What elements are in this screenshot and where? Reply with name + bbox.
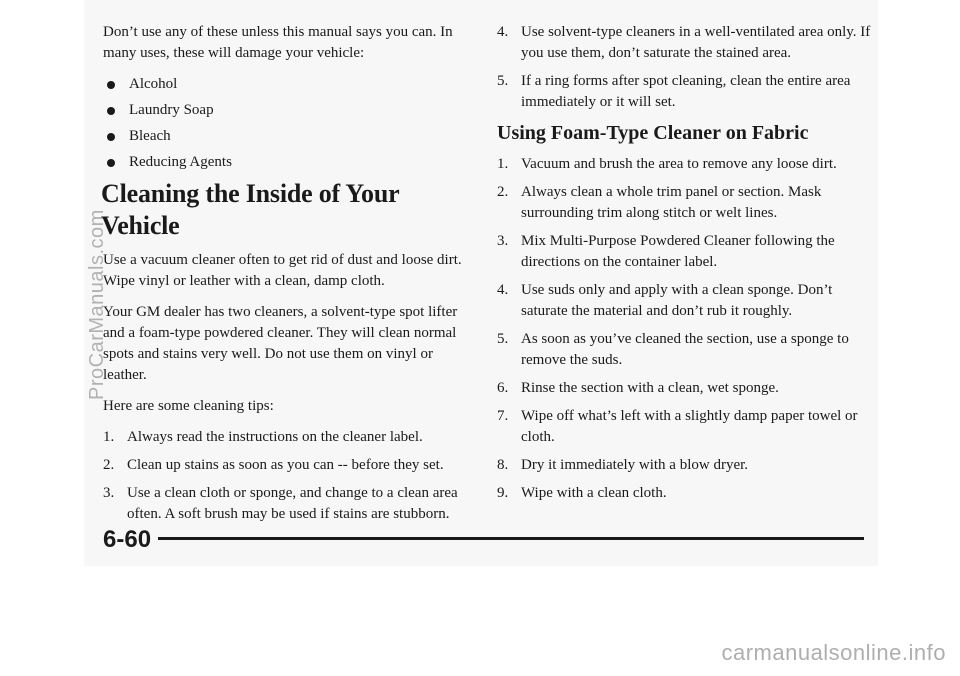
bullet-item: Bleach bbox=[103, 126, 473, 147]
paragraph: Your GM dealer has two cleaners, a solvent-type spot lifter and a foam-type powdered cleaner. They will clean normal spots and stains very well. Do not use them on vinyl or leather. bbox=[103, 304, 458, 383]
list-item: 7. Wipe off what’s left with a slightly damp paper towel or cloth. bbox=[497, 408, 858, 445]
right-column bbox=[497, 22, 882, 511]
bullet-dot-icon bbox=[107, 133, 115, 141]
list-item: 4. Use suds only and apply with a clean sponge. Don’t saturate the material and don’t rub it roughly. bbox=[497, 282, 833, 319]
bullet-item: Alcohol bbox=[103, 74, 473, 95]
list-item: 5. As soon as you’ve cleaned the section, use a sponge to remove the suds. bbox=[497, 331, 849, 368]
list-item: 5. If a ring forms after spot cleaning, clean the entire area immediately or it will set. bbox=[497, 73, 851, 110]
bullet-dot-icon bbox=[107, 107, 115, 115]
list-item: 1. Vacuum and brush the area to remove any loose dirt. bbox=[497, 156, 837, 172]
bullet-dot-icon bbox=[107, 81, 115, 89]
bottom-watermark: carmanualsonline.info bbox=[721, 640, 946, 665]
bullet-dot-icon bbox=[107, 159, 115, 167]
list-item: 2. Always clean a whole trim panel or section. Mask surrounding trim along stitch or welt lines. bbox=[497, 184, 822, 221]
list-item: 9. Wipe with a clean cloth. bbox=[497, 485, 667, 501]
left-column bbox=[103, 22, 473, 532]
paragraph: Here are some cleaning tips: bbox=[103, 398, 274, 414]
bullet-item: Laundry Soap bbox=[103, 100, 473, 121]
section-heading: Cleaning the Inside of Your Vehicle bbox=[101, 179, 399, 240]
list-item: 3. Mix Multi-Purpose Powdered Cleaner following the directions on the container label. bbox=[497, 233, 835, 270]
list-item: 1. Always read the instructions on the cleaner label. bbox=[103, 429, 423, 445]
list-item: 4. Use solvent-type cleaners in a well-ventilated area only. If you use them, don’t saturate the stained area. bbox=[497, 24, 871, 61]
list-item: 3. Use a clean cloth or sponge, and change to a clean area often. A soft brush may be used if stains are stubborn. bbox=[103, 485, 458, 522]
vertical-watermark: ProCarManuals.com bbox=[86, 209, 108, 400]
footer-rule bbox=[158, 537, 864, 540]
list-item: 2. Clean up stains as soon as you can -- before they set. bbox=[103, 457, 444, 473]
page-number: 6-60 bbox=[103, 526, 152, 553]
paragraph: Use a vacuum cleaner often to get rid of dust and loose dirt. Wipe vinyl or leather with a clean, damp cloth. bbox=[103, 252, 462, 289]
list-item: 8. Dry it immediately with a blow dryer. bbox=[497, 457, 749, 473]
list-item: 6. Rinse the section with a clean, wet sponge. bbox=[497, 380, 779, 396]
subsection-heading: Using Foam-Type Cleaner on Fabric bbox=[497, 122, 809, 144]
bullet-item: Reducing Agents bbox=[103, 152, 473, 173]
intro-text: Don’t use any of these unless this manual says you can. In many uses, these will damage your vehicle: bbox=[103, 24, 453, 61]
